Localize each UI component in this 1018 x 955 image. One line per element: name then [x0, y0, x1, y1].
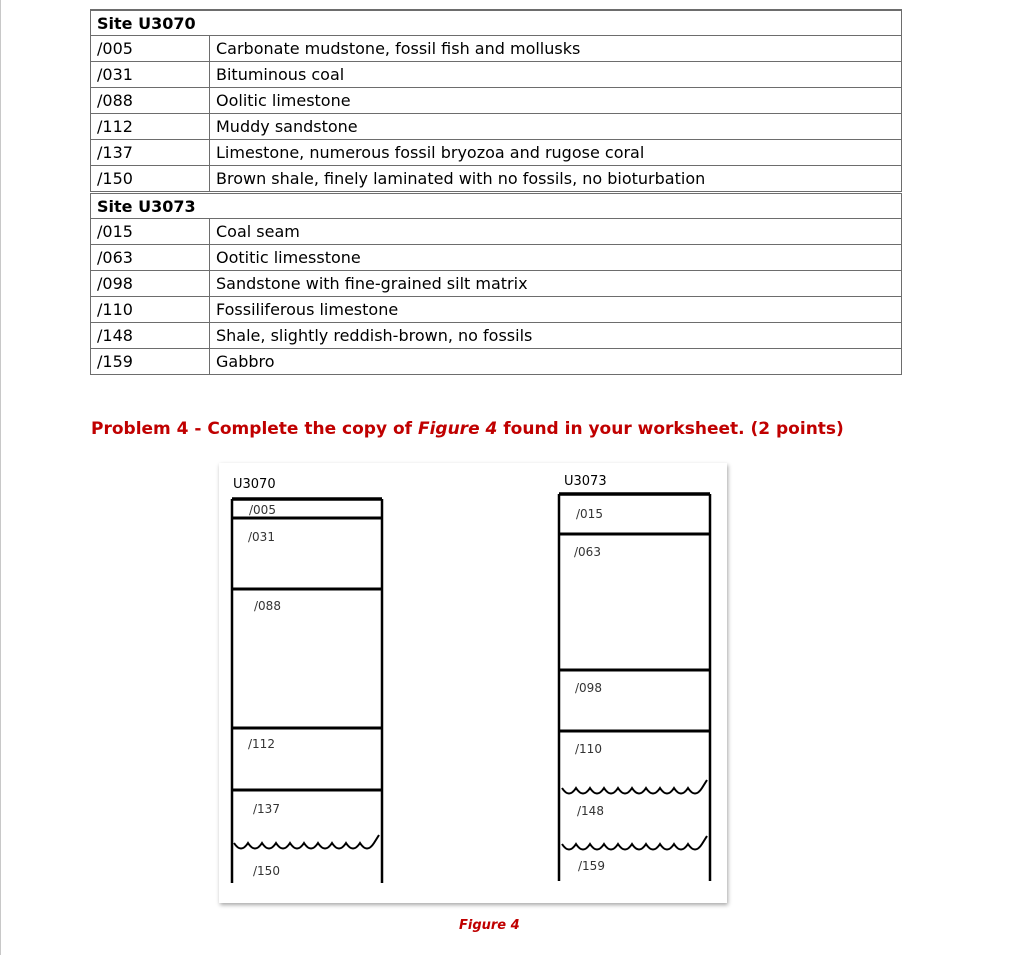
unit-code: /150	[91, 166, 210, 193]
unit-description: Limestone, numerous fossil bryozoa and rugose coral	[210, 140, 902, 166]
table-row	[91, 219, 902, 245]
unit-code: /137	[91, 140, 210, 166]
unit-description: Oolitic limestone	[210, 88, 902, 114]
contact-unconformity	[562, 836, 707, 850]
site-name: Site U3073	[91, 193, 902, 219]
table-row	[91, 88, 902, 114]
table-row	[91, 323, 902, 349]
table-row	[91, 114, 902, 140]
table-row	[91, 166, 902, 193]
unit-label: /112	[248, 737, 275, 751]
table-row	[91, 36, 902, 62]
unit-label: /110	[575, 742, 602, 756]
unit-description: Bituminous coal	[210, 62, 902, 88]
unit-code: /110	[91, 297, 210, 323]
stratigraphic-columns	[219, 463, 727, 903]
problem-statement	[91, 419, 844, 439]
unit-description: Sandstone with fine-grained silt matrix	[210, 271, 902, 297]
unit-description: Muddy sandstone	[210, 114, 902, 140]
unit-label: /098	[575, 681, 602, 695]
table-row	[91, 245, 902, 271]
site-header-row	[91, 10, 902, 36]
unit-description: Fossiliferous limestone	[210, 297, 902, 323]
unit-description: Brown shale, finely laminated with no fossils, no bioturbation	[210, 166, 902, 193]
contact-unconformity	[234, 835, 379, 849]
table-row	[91, 271, 902, 297]
unit-description: Shale, slightly reddish-brown, no fossils	[210, 323, 902, 349]
unit-label: /031	[248, 530, 275, 544]
unit-code: /005	[91, 36, 210, 62]
unit-description: Gabbro	[210, 349, 902, 375]
unit-label: /005	[249, 503, 276, 517]
unit-label: /137	[253, 802, 280, 816]
table-row	[91, 62, 902, 88]
figure-4-frame	[219, 463, 727, 903]
unit-code: /031	[91, 62, 210, 88]
unit-code: /063	[91, 245, 210, 271]
unit-label: /159	[578, 859, 605, 873]
unit-label: /088	[254, 599, 281, 613]
problem-figure-ref: Figure 4	[417, 419, 498, 439]
page-edge-rule	[0, 0, 1, 955]
unit-label: /063	[574, 545, 601, 559]
column-title: U3070	[233, 477, 276, 492]
figure-caption: Figure 4	[459, 918, 520, 933]
contact-unconformity	[562, 780, 707, 794]
table-heading-text	[95, 0, 495, 2]
rock-units-table	[90, 9, 902, 375]
unit-code: /112	[91, 114, 210, 140]
problem-tail: found in your worksheet. (2 points)	[497, 419, 844, 439]
unit-code: /088	[91, 88, 210, 114]
unit-description: Ootitic limesstone	[210, 245, 902, 271]
unit-code: /148	[91, 323, 210, 349]
unit-code: /015	[91, 219, 210, 245]
site-name: Site U3070	[91, 10, 902, 36]
unit-code: /098	[91, 271, 210, 297]
table-row	[91, 297, 902, 323]
unit-label: /015	[576, 507, 603, 521]
problem-lead: Problem 4 - Complete the copy of	[91, 419, 418, 439]
table-row	[91, 349, 902, 375]
unit-description: Coal seam	[210, 219, 902, 245]
table-row	[91, 140, 902, 166]
unit-description: Carbonate mudstone, fossil fish and mollusks	[210, 36, 902, 62]
unit-label: /150	[253, 864, 280, 878]
column-title: U3073	[564, 474, 607, 489]
unit-code: /159	[91, 349, 210, 375]
unit-label: /148	[577, 804, 604, 818]
site-header-row	[91, 193, 902, 219]
cropped-table-heading	[95, 0, 495, 4]
